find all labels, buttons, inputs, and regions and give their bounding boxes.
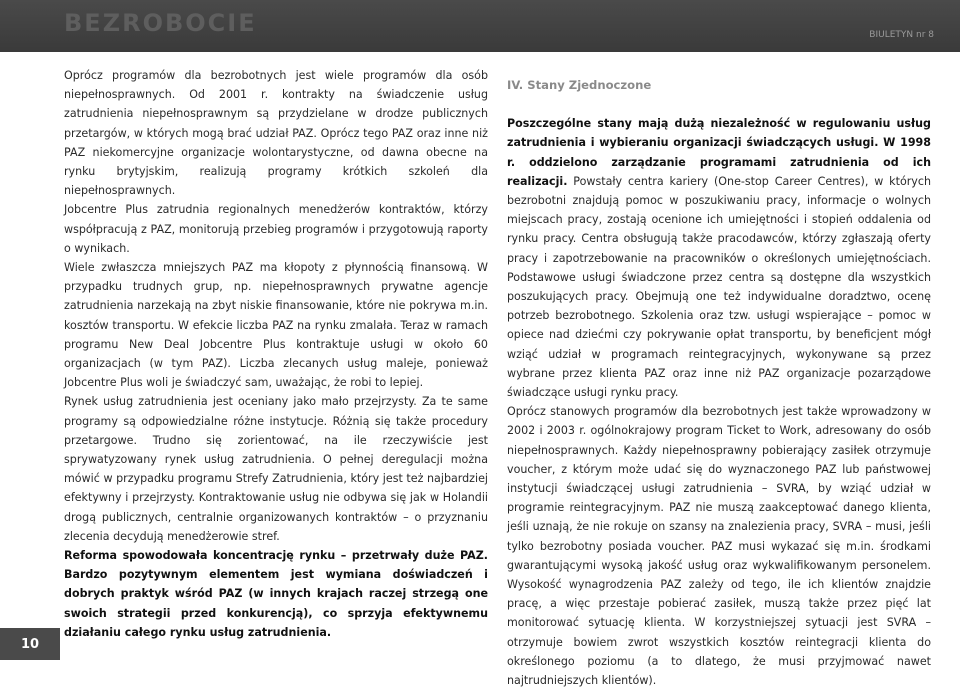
right-paragraph-1 [507, 114, 931, 402]
page-number: 10 [0, 628, 60, 660]
left-column [64, 66, 488, 642]
right-column [507, 66, 931, 690]
left-paragraph-1: Oprócz programów dla bezrobotnych jest wiele programów dla osób niepełnosprawnych. Od 2001 r. kontrakty na świadczenie usług zatrudnienia niepełnosprawnym są przydzielane w drodze publicznych przetargów, w których mogą brać udział PAZ. Oprócz tego PAZ oraz inne niż PAZ niekomercyjne organizacje wolontarystyczne, od dawna obecne na rynku brytyjskim, realizują programy krótkich szkoleń dla niepełnosprawnych. [64, 69, 488, 198]
right-lead-rest: Powstały centra kariery (One-stop Career Centres), w których bezrobotni znajdują pomoc w poszukiwaniu pracy, informacje o wolnych miejscach pracy, zostają ocenione ich umiejętności i stopień oddalenia od rynku pracy. Centra obsługują także pracodawców, którzy zgłaszają oferty pracy i zapotrzebowanie na pracowników o określonych umiejętnościach. Podstawowe usługi świadczone przez centra są dostępne dla wszystkich poszukujących pracy. Obejmują one też indywidualne doradztwo, ocenę potrzeb bezrobotnego. Szkolenia oraz tzw. usługi wspierające – pomoc w opiece nad dziećmi czy pokrywanie opłat transportu, by beneficjent mógł wziąć udział w programach reintegracyjnych, wykonywane są przez wybrane przez klienta PAZ oraz inne niż PAZ organizacje pozarządowe świadczące usługi rynku pracy. [507, 174, 931, 400]
left-paragraph-2: Jobcentre Plus zatrudnia regionalnych menedżerów kontraktów, którzy współpracują z PAZ, monitorują przebieg programów i przygotowują raporty o wynikach. [64, 203, 488, 255]
page-header-bar [0, 0, 960, 52]
right-lead-bold: Poszczególne stany mają dużą niezależność w regulowaniu usług zatrudnienia i wybieraniu organizacji świadczących usługi. W 1998 r. oddzielono zarządzanie programami zatrudnienia od ich realizacji. [507, 117, 931, 188]
bulletin-label: BIULETYN nr 8 [869, 30, 934, 40]
left-paragraph-3: Wiele zwłaszcza mniejszych PAZ ma kłopoty z płynnością finansową. W przypadku trudnych grup, np. niepełnosprawnych prywatne agencje zatrudnienia narzekają na zbyt niskie finansowanie, które nie pokrywa m.in. kosztów transportu. W efekcie liczba PAZ na rynku zmalała. Teraz w ramach programu New Deal Jobcentre Plus kontraktuje usługi w około 60 organizacjach (w tym PAZ). Liczba zlecanych usług maleje, ponieważ Jobcentre Plus woli je świadczyć sam, uważając, że robi to lepiej. [64, 261, 488, 390]
header-title: BEZROBOCIE [64, 9, 257, 37]
left-paragraph-4: Rynek usług zatrudnienia jest oceniany jako mało przejrzysty. Za te same programy są odpowiedzialne różne instytucje. Różnią się także procedury przetargowe. Trudno się zorientować, na ile rzeczywiście jest sprywatyzowany rynek usług zatrudnienia. O pełnej deregulacji można mówić w przypadku programu Strefy Zatrudnienia, który jest też najbardziej efektywny i przejrzysty. Kontraktowanie usług nie odbywa się jak w Holandii drogą publicznych, centralnie organizowanych kontraktów – o przyznaniu zlecenia decydują menedżerowie stref. [64, 395, 488, 543]
left-paragraph-5-bold: Reforma spowodowała koncentrację rynku – przetrwały duże PAZ. Bardzo pozytywnym elementem jest wymiana doświadczeń i dobrych praktyk wśród PAZ (w innych krajach raczej strzegą one swoich strategii przed konkurencją), co sprzyja efektywnemu działaniu całego rynku usług zatrudnienia. [64, 549, 488, 639]
right-paragraph-2: Oprócz stanowych programów dla bezrobotnych jest także wprowadzony w 2002 i 2003 r. ogólnokrajowy program Ticket to Work, adresowany do osób niepełnosprawnych. Każdy niepełnosprawny pobierający zasiłek otrzymuje voucher, z którym może udać się do wyznaczonego PAZ lub państwowej instytucji świadczącej usługi zatrudnienia – SVRA, by wziąć udział w programie reintegracyjnym. PAZ nie muszą zaakceptować danego klienta, jeśli uznają, że nie rokuje on szansy na znalezienia pracy, SVRA – musi, jeśli tylko bezrobotny posiada voucher. PAZ musi wykazać się m.in. środkami gwarantującymi wysoką jakość usług oraz wykwalifikowanym personelem. Wysokość wynagrodzenia PAZ zależy od tego, ile ich klientów znajdzie pracę, a więc przestaje pobierać zasiłek, muszą także przez pięć lat monitorować sytuację klienta. W korzystniejszej sytuacji jest SVRA – otrzymuje bowiem zwrot wszystkich kosztów reintegracji klienta do określonego poziomu (a to dlatego, że musi przyjmować nawet najtrudniejszych klientów). [507, 405, 931, 688]
section-heading: IV. Stany Zjednoczone [507, 78, 652, 92]
